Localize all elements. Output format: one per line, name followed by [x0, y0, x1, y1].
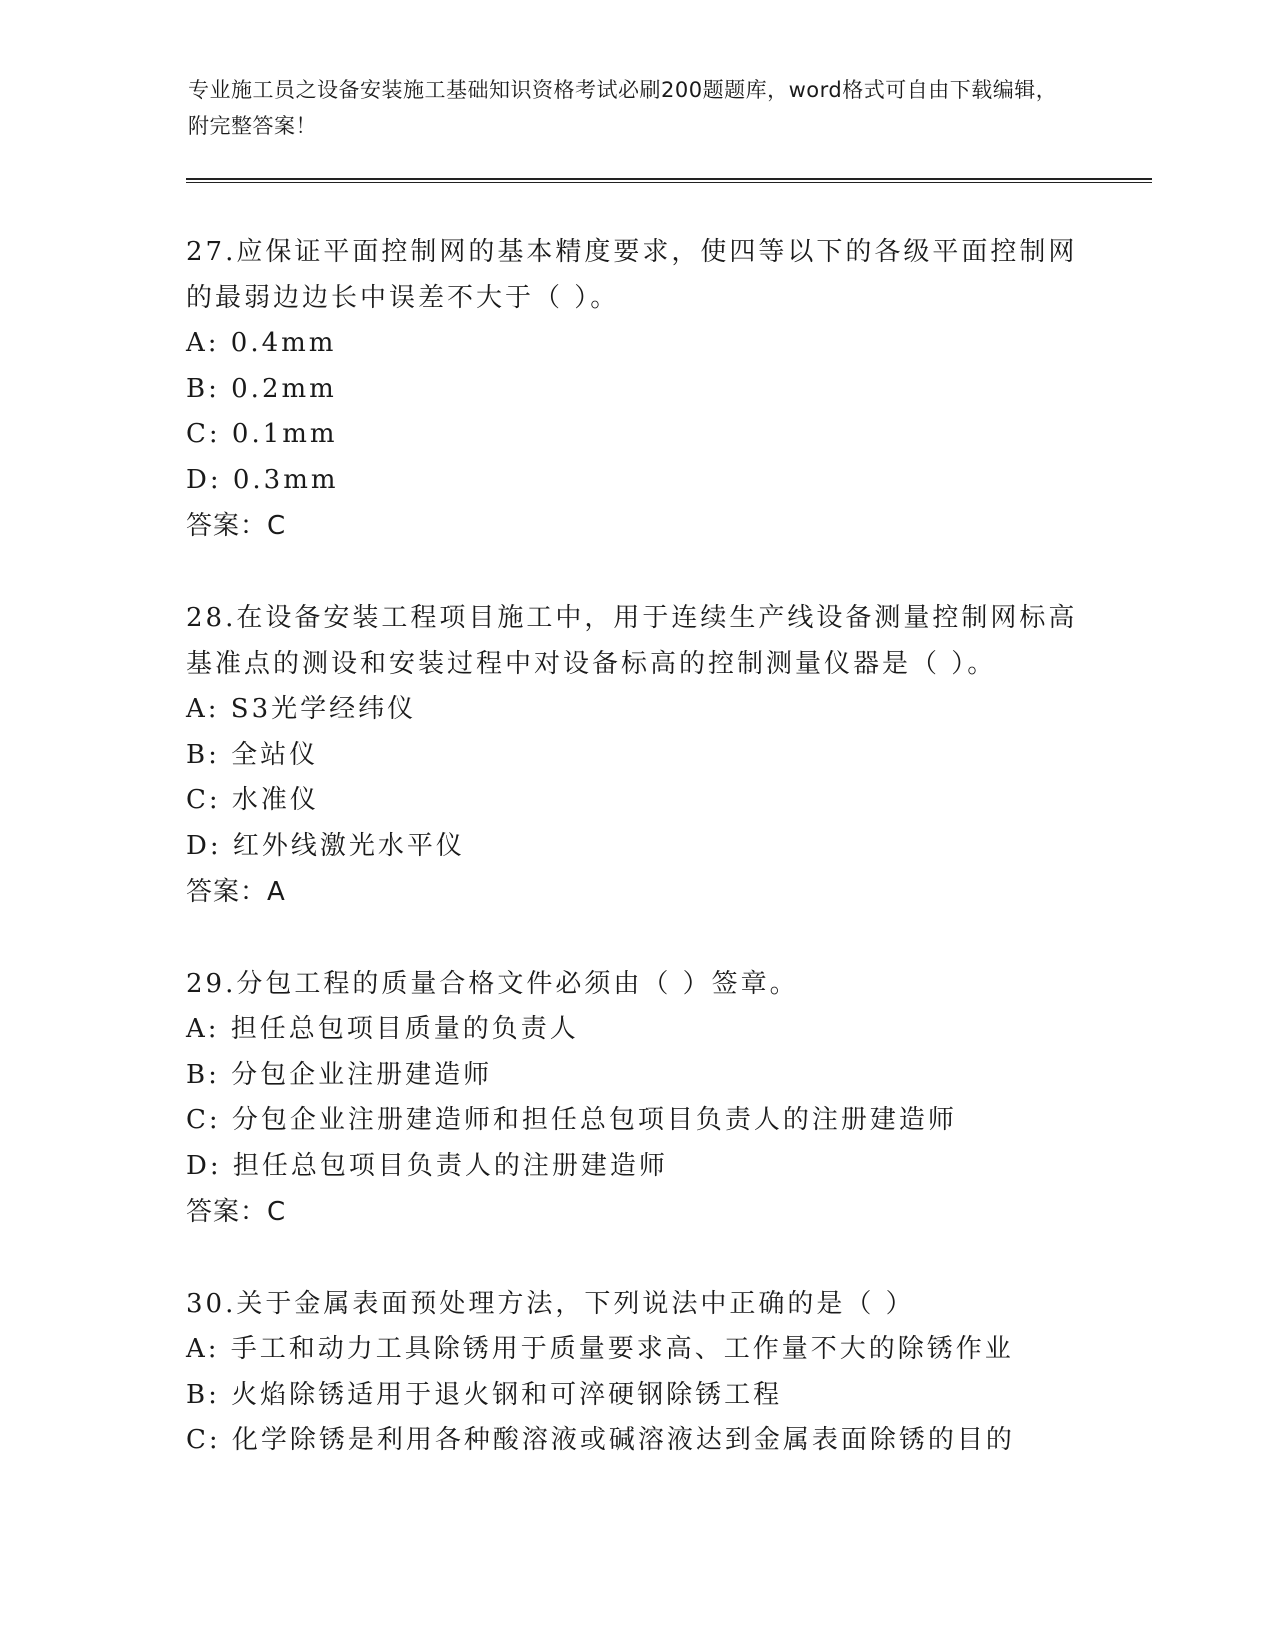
question-stem: 29.分包工程的质量合格文件必须由（ ）签章。 [186, 969, 799, 999]
option-b: B: 火焰除锈适用于退火钢和可淬硬钢除锈工程 [186, 1379, 783, 1410]
option-c: C: 化学除锈是利用各种酸溶液或碱溶液达到金属表面除锈的目的 [186, 1425, 1015, 1455]
question-stem: 27.应保证平面控制网的基本精度要求，使四等以下的各级平面控制网的最弱边边长中误差不大于（ ）。 [186, 237, 1078, 313]
question-29 [186, 961, 1086, 1235]
question-stem: 30.关于金属表面预处理方法，下列说法中正确的是（ ） [186, 1289, 915, 1319]
option-a: A: 手工和动力工具除锈用于质量要求高、工作量不大的除锈作业 [186, 1334, 1014, 1364]
option-b: B: 分包企业注册建造师 [186, 1059, 493, 1090]
option-b: B: 全站仪 [186, 739, 319, 770]
option-c: C: 水准仪 [186, 785, 319, 815]
question-27 [186, 229, 1086, 549]
answer-label: 答案：C [186, 511, 287, 541]
question-stem: 28.在设备安装工程项目施工中，用于连续生产线设备测量控制网标高基准点的测设和安装过程中对设备标高的控制测量仪器是（ ）。 [186, 603, 1078, 679]
option-a: A: 0.4mm [186, 328, 337, 358]
document-header: 专业施工员之设备安装施工基础知识资格考试必刷200题题库，word格式可自由下载编辑，附完整答案！ [188, 78, 1058, 138]
option-d: D: 担任总包项目负责人的注册建造师 [186, 1150, 668, 1181]
question-28 [186, 595, 1086, 915]
question-30 [186, 1281, 1086, 1464]
option-a: A: 担任总包项目质量的负责人 [186, 1014, 579, 1044]
answer-label: 答案：C [186, 1197, 287, 1227]
option-c: C: 分包企业注册建造师和担任总包项目负责人的注册建造师 [186, 1105, 957, 1135]
option-d: D: 0.3mm [186, 464, 339, 495]
question-list [186, 229, 1086, 1510]
option-a: A: S3光学经纬仪 [186, 694, 417, 724]
answer-label: 答案：A [186, 877, 286, 907]
option-d: D: 红外线激光水平仪 [186, 830, 465, 861]
option-c: C: 0.1mm [186, 419, 338, 449]
option-b: B: 0.2mm [186, 373, 337, 404]
header-divider [186, 178, 1152, 183]
